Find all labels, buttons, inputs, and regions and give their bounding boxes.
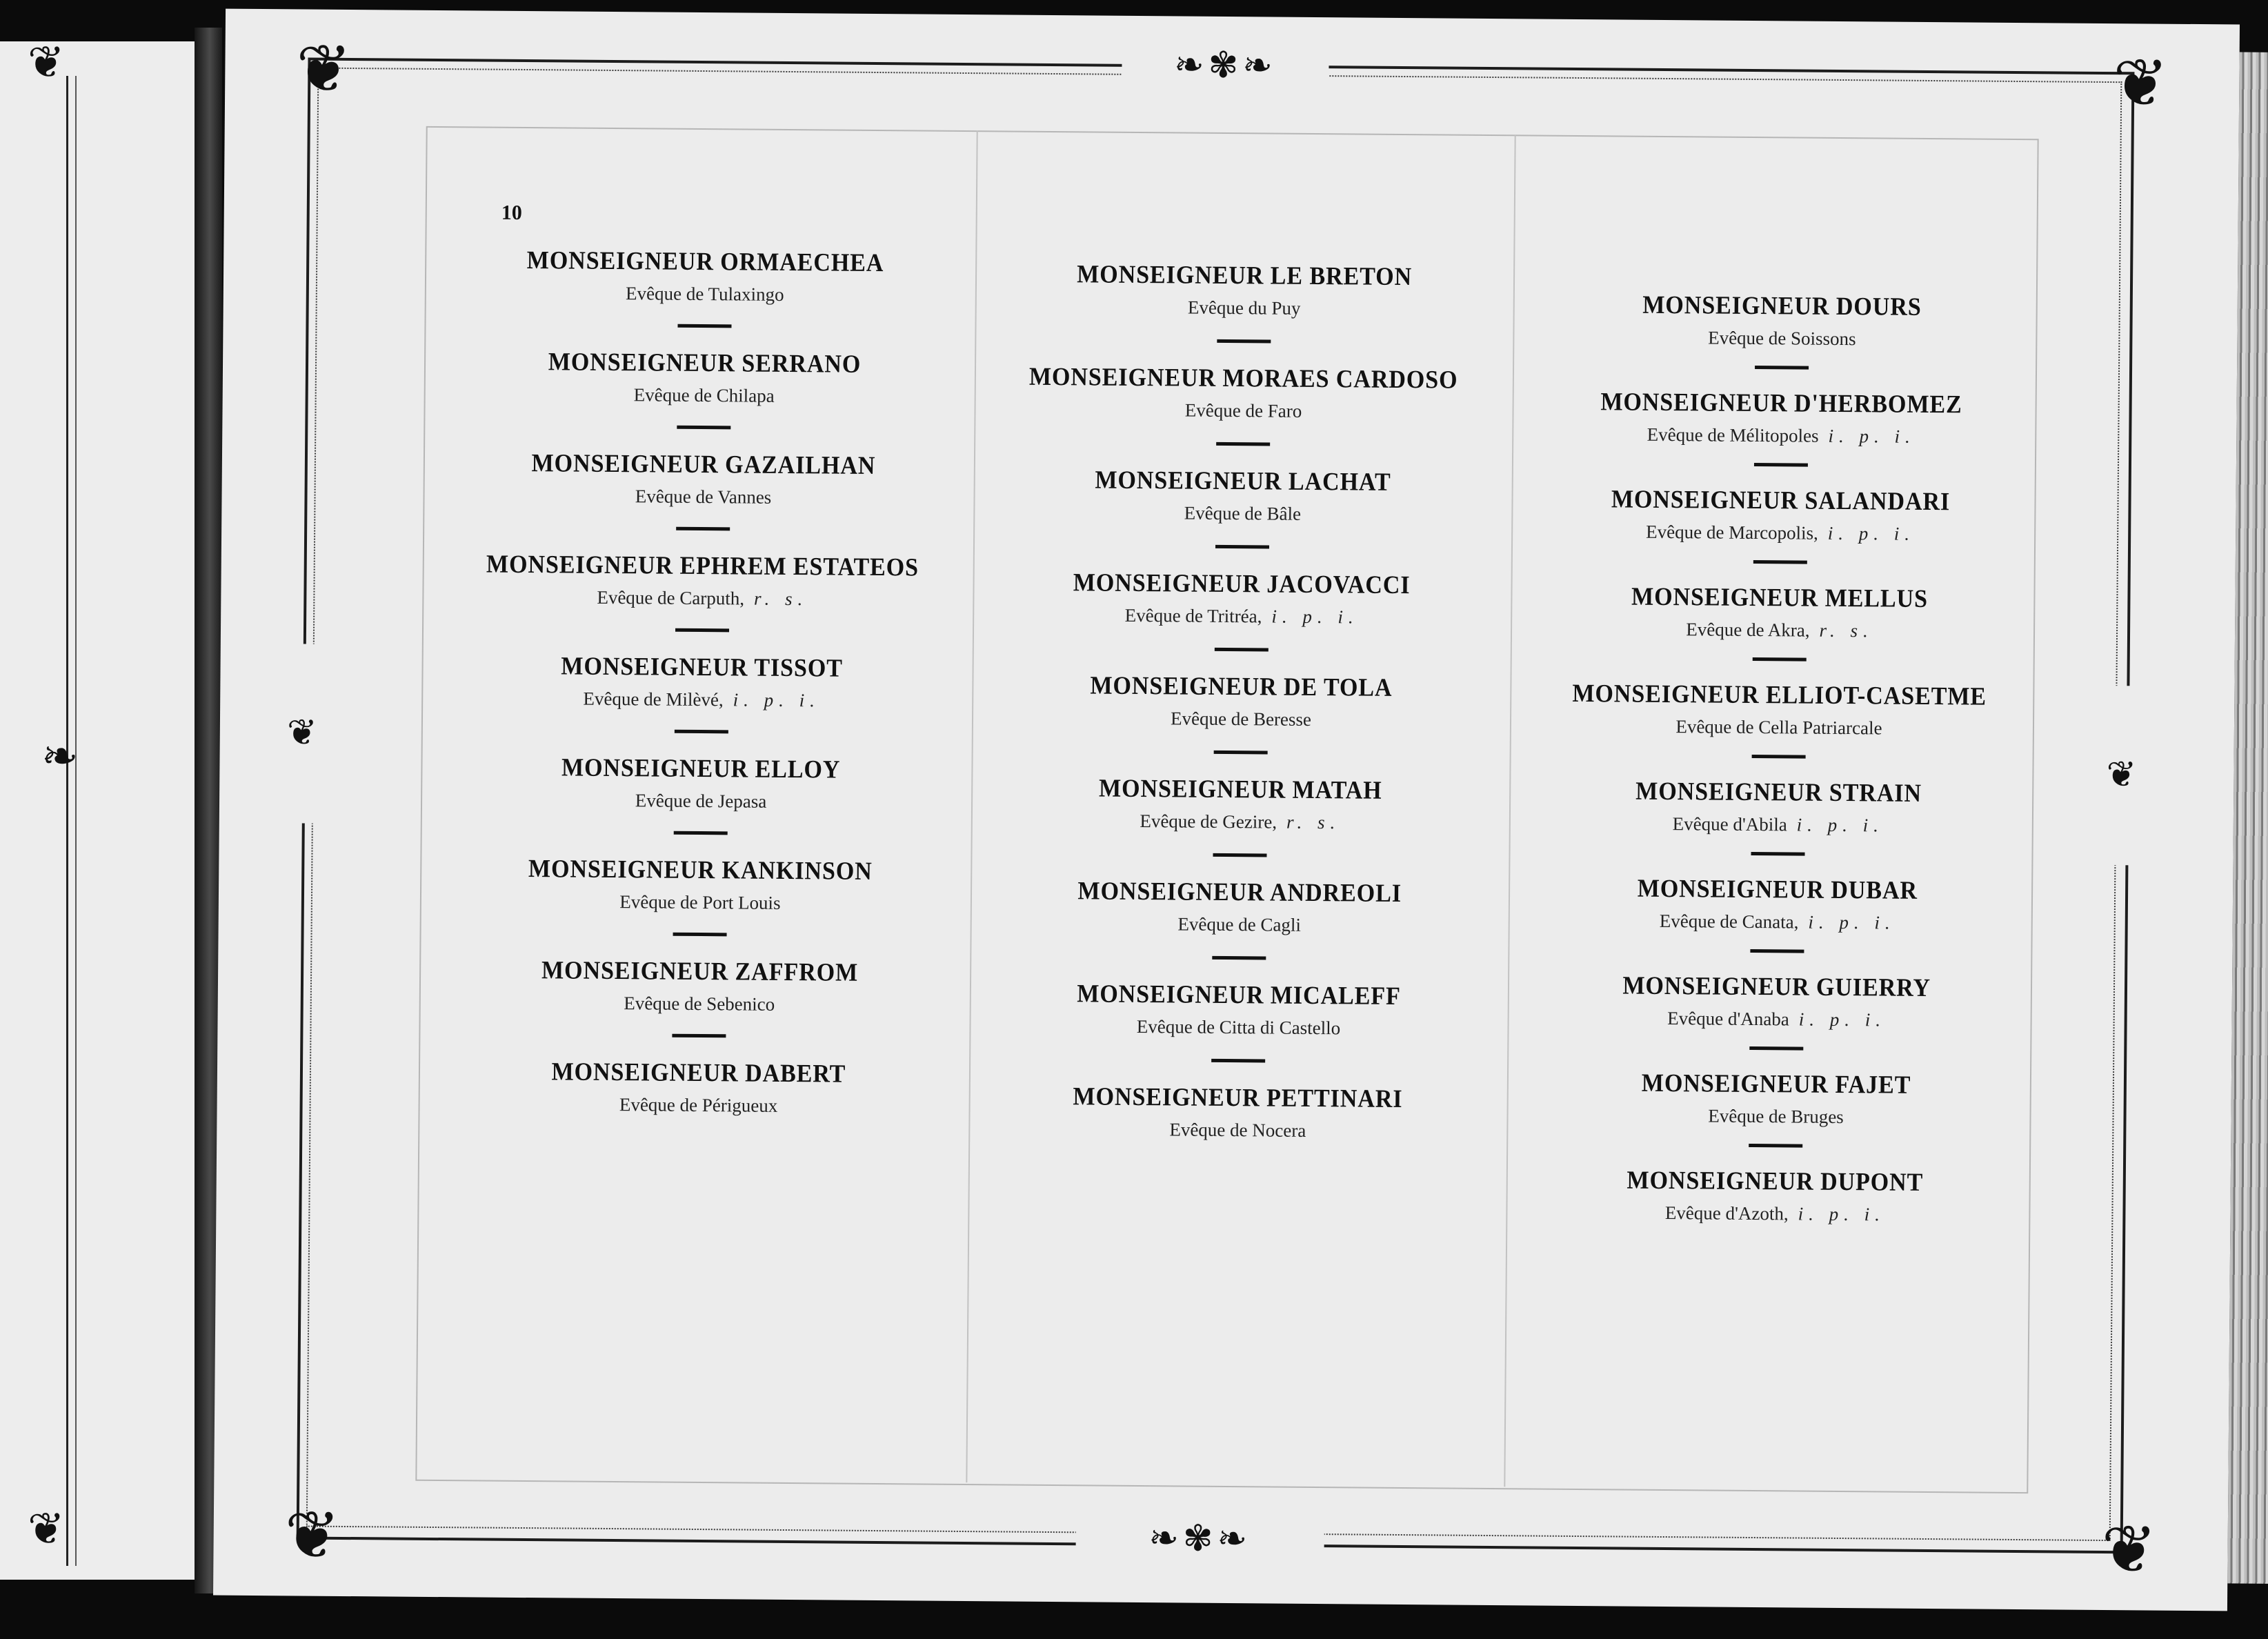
bishop-entry [435,448,971,510]
bishop-see [1675,716,1882,739]
page-stack-edge [2227,52,2268,1585]
bishop-entry [1508,1067,2044,1129]
bishop-name: MONSEIGNEUR DUPONT [1627,1166,1924,1197]
bishop-name: MONSEIGNEUR MATAH [1098,774,1382,805]
bishop-name: MONSEIGNEUR STRAIN [1635,777,1922,808]
bishop-see [1708,1105,1844,1128]
see-text: Evêque de Citta di Castello [1136,1015,1341,1039]
bishop-entry [1510,873,2046,935]
see-text: Evêque de Sebenico [624,993,775,1015]
see-qualifier: r. s. [753,588,808,610]
bishop-name: MONSEIGNEUR D'HERBOMEZ [1600,388,1962,419]
entry-separator [1753,560,1807,564]
bishop-see [1686,619,1873,642]
page-number: 10 [501,201,522,224]
see-text: Evêque de Cella Patriarcale [1675,716,1882,739]
bishop-entry [434,650,970,713]
bishop-name: MONSEIGNEUR LACHAT [1094,466,1391,497]
see-text: Evêque de Tritréa, [1124,604,1262,627]
bishop-entry [433,752,969,814]
bishop-name: MONSEIGNEUR GAZAILHAN [531,449,876,480]
bishop-entry [975,464,1511,526]
see-text: Evêque de Milèvé, [583,688,724,711]
entry-separator [677,324,731,328]
see-text: Evêque de Mélitopoles [1647,424,1819,446]
bishop-name: MONSEIGNEUR ELLOY [561,753,841,784]
column-1 [431,245,973,1118]
border-ornament-icon: ❧ [41,732,79,781]
see-qualifier: i. p. i. [1798,1009,1887,1031]
bishop-name: MONSEIGNEUR DOURS [1642,290,1922,321]
see-text: Evêque d'Azoth, [1664,1202,1789,1224]
bishop-name: MONSEIGNEUR SALANDARI [1611,485,1951,517]
corner-ornament-icon: ❦ [2112,46,2169,121]
bishop-entry [971,978,1506,1040]
corner-ornament-icon: ❦ [284,1498,341,1573]
corner-ornament-icon: ❦ [2100,1512,2158,1587]
see-text: Evêque de Akra, [1686,619,1810,641]
adjacent-page-edge [0,38,195,1580]
entry-separator [676,527,730,531]
bishop-entry [970,1081,1506,1143]
bishop-see [1646,522,1915,545]
see-qualifier: i. p. i. [733,689,821,711]
see-text: Evêque de Jepasa [635,790,767,812]
see-text: Evêque de Gezire, [1140,811,1277,833]
entry-separator [1749,1046,1803,1051]
entry-separator [1754,463,1808,467]
bishop-name: MONSEIGNEUR PETTINARI [1073,1082,1403,1114]
see-text: Evêque de Vannes [635,486,772,508]
see-text: Evêque de Canata, [1659,910,1799,933]
entry-separator [1755,366,1809,370]
bishop-name: MONSEIGNEUR DE TOLA [1090,671,1393,702]
entry-separator [1750,949,1804,953]
document-page [213,9,2240,1611]
bishop-see [1660,911,1896,934]
entry-separator [1752,755,1806,759]
entry-separator [1215,648,1269,652]
entry-separator [1211,1059,1265,1063]
entry-separator [675,730,728,734]
see-text: Evêque de Périgueux [619,1094,778,1116]
bishop-see [1665,1202,1885,1226]
bishop-entry [977,259,1513,321]
see-text: Evêque du Puy [1187,297,1301,319]
entry-separator [1753,657,1807,662]
bishop-see [1185,400,1302,422]
bishop-name: MONSEIGNEUR MICALEFF [1077,980,1401,1011]
bishop-see [1171,708,1311,731]
entry-separator [1213,853,1266,857]
bishop-entry [432,955,968,1017]
bishop-see [1184,503,1302,525]
see-text: Evêque de Port Louis [619,891,781,913]
entry-separator [1216,442,1270,446]
bishop-entry [1511,678,2047,740]
bishop-name: MONSEIGNEUR DABERT [551,1057,846,1089]
entry-separator [674,831,728,835]
bishop-see [1169,1119,1306,1142]
bishop-see [1708,327,1856,350]
see-qualifier: i. p. i. [1271,606,1359,628]
bishop-see [634,384,775,407]
bishop-name: MONSEIGNEUR DUBAR [1637,874,1918,905]
bishop-name: MONSEIGNEUR EPHREM ESTATEOS [486,550,919,582]
see-text: Evêque d'Abila [1672,813,1787,835]
bishop-see [597,587,808,610]
bishop-entry [1509,970,2045,1032]
see-qualifier: i. p. i. [1827,522,1916,544]
see-text: Evêque de Beresse [1170,708,1312,730]
entry-separator [675,628,729,633]
bishop-entry [435,549,971,611]
bishop-entry [431,1056,967,1118]
see-text: Evêque de Bruges [1708,1105,1844,1128]
bishop-name: MONSEIGNEUR KANKINSON [528,855,873,886]
bishop-entry [1511,775,2047,837]
see-qualifier: r. s. [1819,619,1873,642]
bishop-entry [972,875,1508,937]
scroll-ornament-icon: ❧✾❧ [1122,45,1329,88]
bishop-entry [1512,581,2048,643]
bishop-entry [1513,386,2049,448]
bishop-see [1177,913,1301,935]
bishop-see [1137,1016,1341,1039]
bishop-name: MONSEIGNEUR ELLIOT-CASETME [1571,679,1987,711]
bishop-name: MONSEIGNEUR ZAFFROM [541,956,858,987]
bishop-entry [975,361,1511,424]
entry-separator [1751,852,1805,856]
see-qualifier: i. p. i. [1808,911,1896,933]
entry-separator [673,933,727,937]
see-text: Evêque de Faro [1184,399,1302,421]
bishop-entry [974,567,1510,629]
bishop-name: MONSEIGNEUR GUIERRY [1622,971,1931,1003]
see-text: Evêque de Marcopolis, [1646,521,1818,544]
bishop-entry [437,346,973,408]
see-qualifier: i. p. i. [1828,425,1916,447]
bishop-see [1647,424,1916,448]
corner-ornament-icon: ❦ [295,32,352,107]
see-qualifier: i. p. i. [1796,814,1884,836]
side-ornament-icon: ❦ [276,644,332,824]
bishop-name: MONSEIGNEUR ANDREOLI [1077,877,1402,908]
bishop-name: MONSEIGNEUR MORAES CARDOSO [1028,362,1458,395]
corner-ornament-icon: ❦ [28,1504,65,1553]
bishop-see [1673,813,1884,836]
bishop-entry [1514,289,2050,351]
column-3 [1507,289,2050,1226]
entry-separator [1749,1144,1802,1148]
entry-separator [1214,751,1268,755]
entry-separator [672,1034,726,1038]
scroll-ornament-icon: ❧✾❧ [1075,1518,1324,1561]
bishop-see [1667,1008,1886,1031]
see-text: Evêque de Soissons [1708,327,1856,350]
bishop-name: MONSEIGNEUR FAJET [1641,1069,1911,1100]
bishop-see [626,283,784,306]
adjacent-page-border [66,76,77,1566]
bishop-name: MONSEIGNEUR ORMAECHEA [526,246,884,278]
bishop-name: MONSEIGNEUR LE BRETON [1076,260,1413,292]
bishop-entry [1507,1164,2043,1226]
see-text: Evêque de Nocera [1169,1119,1306,1141]
bishop-name: MONSEIGNEUR MELLUS [1631,582,1929,613]
entry-separator [1215,545,1269,549]
bishop-see [1140,811,1340,833]
bishop-entry [973,773,1509,835]
bishop-see [1125,605,1359,628]
bishop-see [635,790,767,812]
bishop-name: MONSEIGNEUR TISSOT [561,652,843,683]
bishop-see [583,688,820,712]
see-text: Evêque de Cagli [1177,913,1302,935]
bishop-name: MONSEIGNEUR SERRANO [548,348,861,379]
see-text: Evêque de Chilapa [633,384,775,406]
see-text: Evêque d'Anaba [1667,1008,1789,1030]
entry-separator [677,426,730,430]
entry-separator [1217,339,1271,344]
see-text: Evêque de Carputh, [597,586,745,609]
bishop-entry [432,853,968,915]
see-text: Evêque de Tulaxingo [625,283,784,305]
bishop-see [1188,297,1301,319]
bishop-entry [973,670,1509,732]
see-qualifier: r. s. [1286,811,1341,833]
bishop-name: MONSEIGNEUR JACOVACCI [1073,568,1411,600]
bishop-see [635,486,772,508]
bishop-entry [437,245,973,307]
bishop-see [619,891,780,914]
entry-separator [1212,956,1266,960]
bishop-entry [1513,484,2049,546]
side-ornament-icon: ❦ [2095,686,2151,866]
see-text: Evêque de Bâle [1184,502,1302,524]
bishop-see [624,993,775,1015]
corner-ornament-icon: ❦ [28,38,65,87]
bishop-see [619,1094,778,1117]
see-qualifier: i. p. i. [1798,1203,1886,1225]
column-2 [970,259,1512,1143]
